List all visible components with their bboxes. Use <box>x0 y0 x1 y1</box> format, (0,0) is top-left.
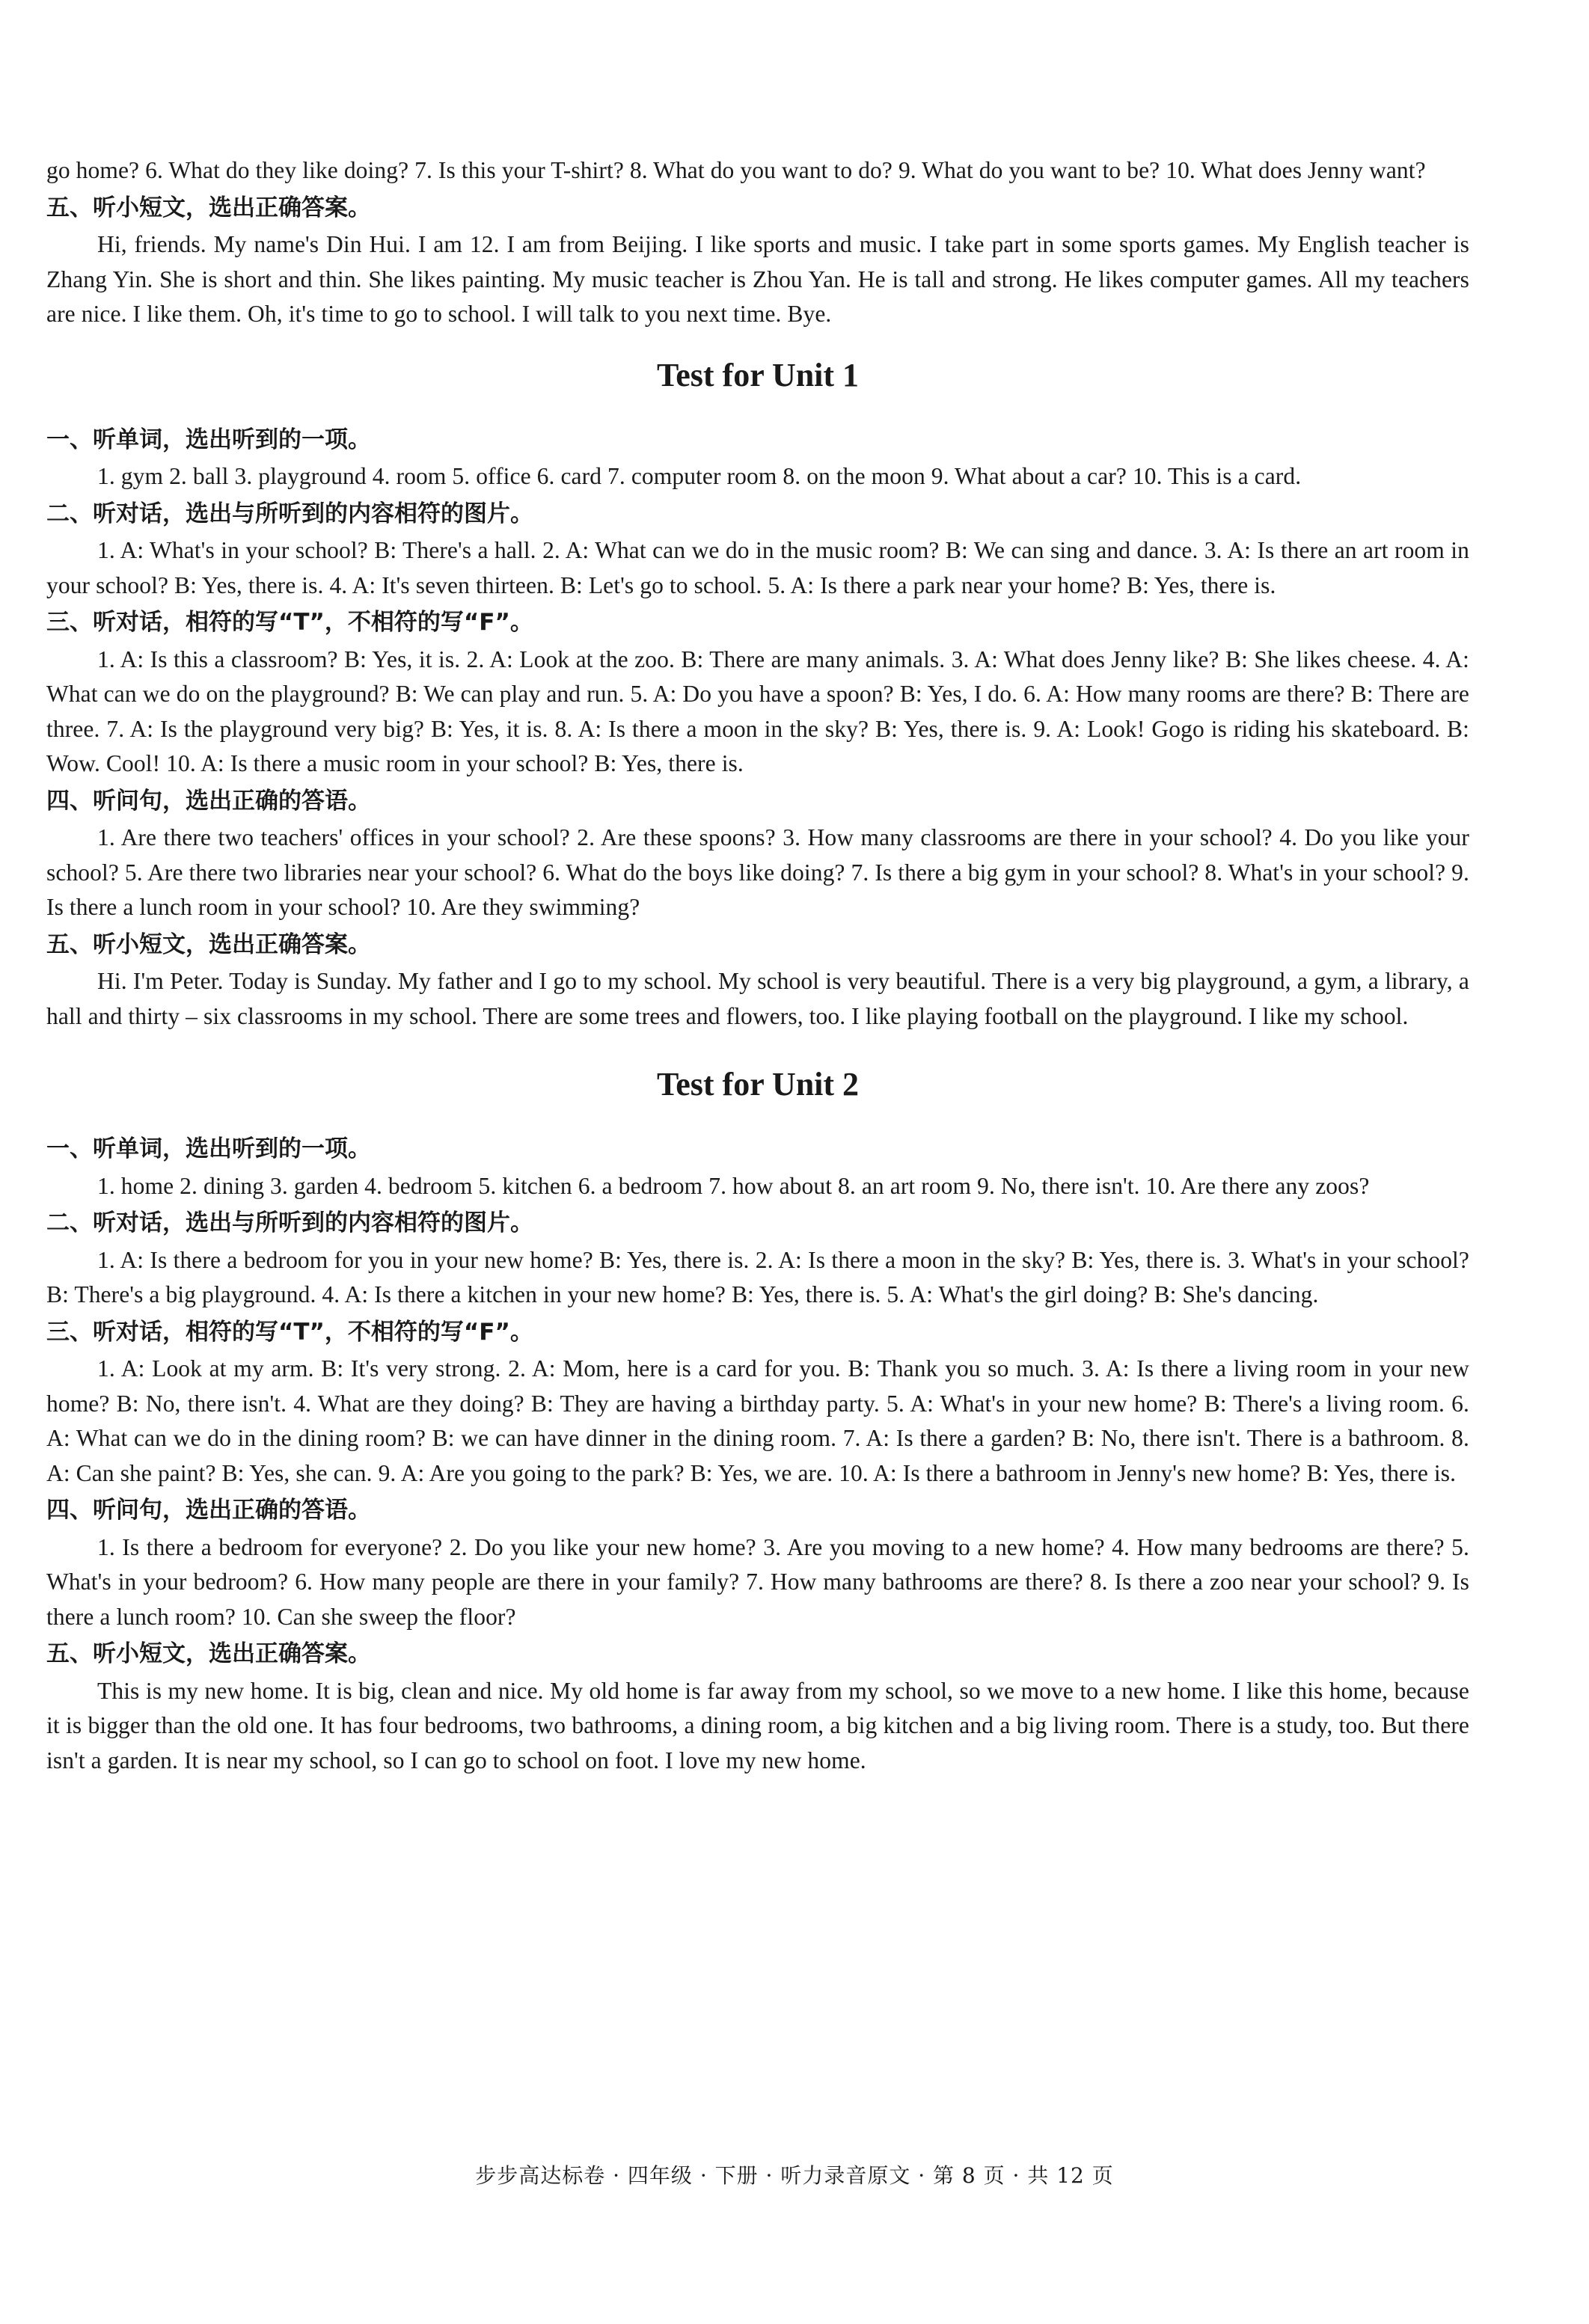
unit-1-section-3-text: 1. A: Is this a classroom? B: Yes, it is. 2. A: Look at the zoo. B: There are many animals. 3. A: What does Jenny like? B: She likes cheese. 4. A: What can we do on the playground? B: We can play and run. 5. A: Do you have a spoon? B: Yes, I do. 6. A: How many rooms are there? B: There are three. 7. A: Is the playground very big? B: Yes, it is. 8. A: Is there a moon in the sky? B: Yes, there is. 9. A: Look! Gogo is riding his skateboard. B: Wow. Cool! 10. A: Is there a music room in your school? B: Yes, there is. <box>46 646 1469 776</box>
section-5-text: Hi, friends. My name's Din Hui. I am 12. I am from Beijing. I like sports and music. I take part in some sports games. My English teacher is Zhang Yin. She is short and thin. She likes painting. My music teacher is Zhou Yan. He is tall and strong. He likes computer games. All my teachers are nice. I like them. Oh, it's time to go to school. I will talk to you next time. Bye. <box>46 231 1469 327</box>
unit-1-section-1-heading: 一、听单词，选出听到的一项。 <box>46 426 371 453</box>
unit-2-section-2-heading: 二、听对话，选出与所听到的内容相符的图片。 <box>46 1209 533 1236</box>
unit-2-section-3-text: 1. A: Look at my arm. B: It's very strong. 2. A: Mom, here is a card for you. B: Thank you so much. 3. A: Is there a living room in your new home? B: No, there isn't. 4. What are they doing? B: They are having a birthday party. 5. A: What's in your new home? B: There's a living room. 6. A: What can we do in the dining room? B: we can have dinner in the dining room. 7. A: Is there a garden? B: No, there isn't. There is a bathroom. 8. A: Can she paint? B: Yes, she can. 9. A: Are you going to the park? B: Yes, we are. 10. A: Is there a bathroom in Jenny's new home? B: Yes, there is. <box>46 1355 1469 1486</box>
unit-1-section-1-text: 1. gym 2. ball 3. playground 4. room 5. office 6. card 7. computer room 8. on the moon 9. What about a car? 10. This is a card. <box>97 463 1302 489</box>
unit-2-section-4-text: 1. Is there a bedroom for everyone? 2. Do you like your new home? 3. Are you moving to a new home? 4. How many bedrooms are there? 5. What's in your bedroom? 6. How many people are there in your family? 7. How many bathrooms are there? 8. Is there a zoo near your school? 9. Is there a lunch room? 10. Can she sweep the floor? <box>46 1533 1469 1630</box>
document-page <box>46 153 1469 1778</box>
unit-1-section-5-heading: 五、听小短文，选出正确答案。 <box>46 930 371 958</box>
unit-2-section-1-text: 1. home 2. dining 3. garden 4. bedroom 5. kitchen 6. a bedroom 7. how about 8. an art room 9. No, there isn't. 10. Are there any zoos? <box>97 1172 1370 1199</box>
page-footer: 步步高达标卷 · 四年级 · 下册 · 听力录音原文 · 第 8 页 · 共 12 页 <box>475 2163 1114 2188</box>
section-5-heading: 五、听小短文，选出正确答案。 <box>46 194 371 221</box>
unit-1-section-4-text: 1. Are there two teachers' offices in your school? 2. Are these spoons? 3. How many classrooms are there in your school? 4. Do you like your school? 5. Are there two libraries near your school? 6. What do the boys like doing? 7. Is there a big gym in your school? 8. What's in your school? 9. Is there a lunch room in your school? 10. Are they swimming? <box>46 824 1469 920</box>
unit-2-section-3-heading: 三、听对话，相符的写“T”，不相符的写“F”。 <box>46 1318 533 1346</box>
unit-1-section-3-heading: 三、听对话，相符的写“T”，不相符的写“F”。 <box>46 609 533 636</box>
unit-2-section-1-heading: 一、听单词，选出听到的一项。 <box>46 1135 371 1162</box>
unit-2-title: Test for Unit 2 <box>656 1066 860 1103</box>
previous-unit-continuation: go home? 6. What do they like doing? 7. Is this your T-shirt? 8. What do you want to do? 9. What do you want to be? 10. What does Jenny want? <box>46 157 1426 183</box>
unit-2-section-4-heading: 四、听问句，选出正确的答语。 <box>46 1497 371 1524</box>
unit-2-section-5-text: This is my new home. It is big, clean and nice. My old home is far away from my school, so we move to a new home. I like this home, because it is bigger than the old one. It has four bedrooms, two bathrooms, a dining room, a big kitchen and a big living room. There is a study, too. But there isn't a garden. It is near my school, so I can go to school on foot. I love my new home. <box>46 1677 1469 1773</box>
unit-1-section-2-text: 1. A: What's in your school? B: There's a hall. 2. A: What can we do in the music room? B: We can sing and dance. 3. A: Is there an art room in your school? B: Yes, there is. 4. A: It's seven thirteen. B: Let's go to school. 5. A: Is there a park near your home? B: Yes, there is. <box>46 537 1469 598</box>
unit-1-section-5-text: Hi. I'm Peter. Today is Sunday. My father and I go to my school. My school is very beautiful. There is a very big playground, a gym, a library, a hall and thirty – six classrooms in my school. There are some trees and flowers, too. I like playing football on the playground. I like my school. <box>46 968 1469 1029</box>
unit-2-section-5-heading: 五、听小短文，选出正确答案。 <box>46 1640 371 1667</box>
unit-2-section-2-text: 1. A: Is there a bedroom for you in your new home? B: Yes, there is. 2. A: Is there a moon in the sky? B: Yes, there is. 3. What's in your school? B: There's a big playground. 4. A: Is there a kitchen in your new home? B: Yes, there is. 5. A: What's the girl doing? B: She's dancing. <box>46 1246 1469 1307</box>
unit-1-section-4-heading: 四、听问句，选出正确的答语。 <box>46 787 371 815</box>
unit-1-title: Test for Unit 1 <box>656 356 860 393</box>
unit-1-section-2-heading: 二、听对话，选出与所听到的内容相符的图片。 <box>46 500 533 527</box>
